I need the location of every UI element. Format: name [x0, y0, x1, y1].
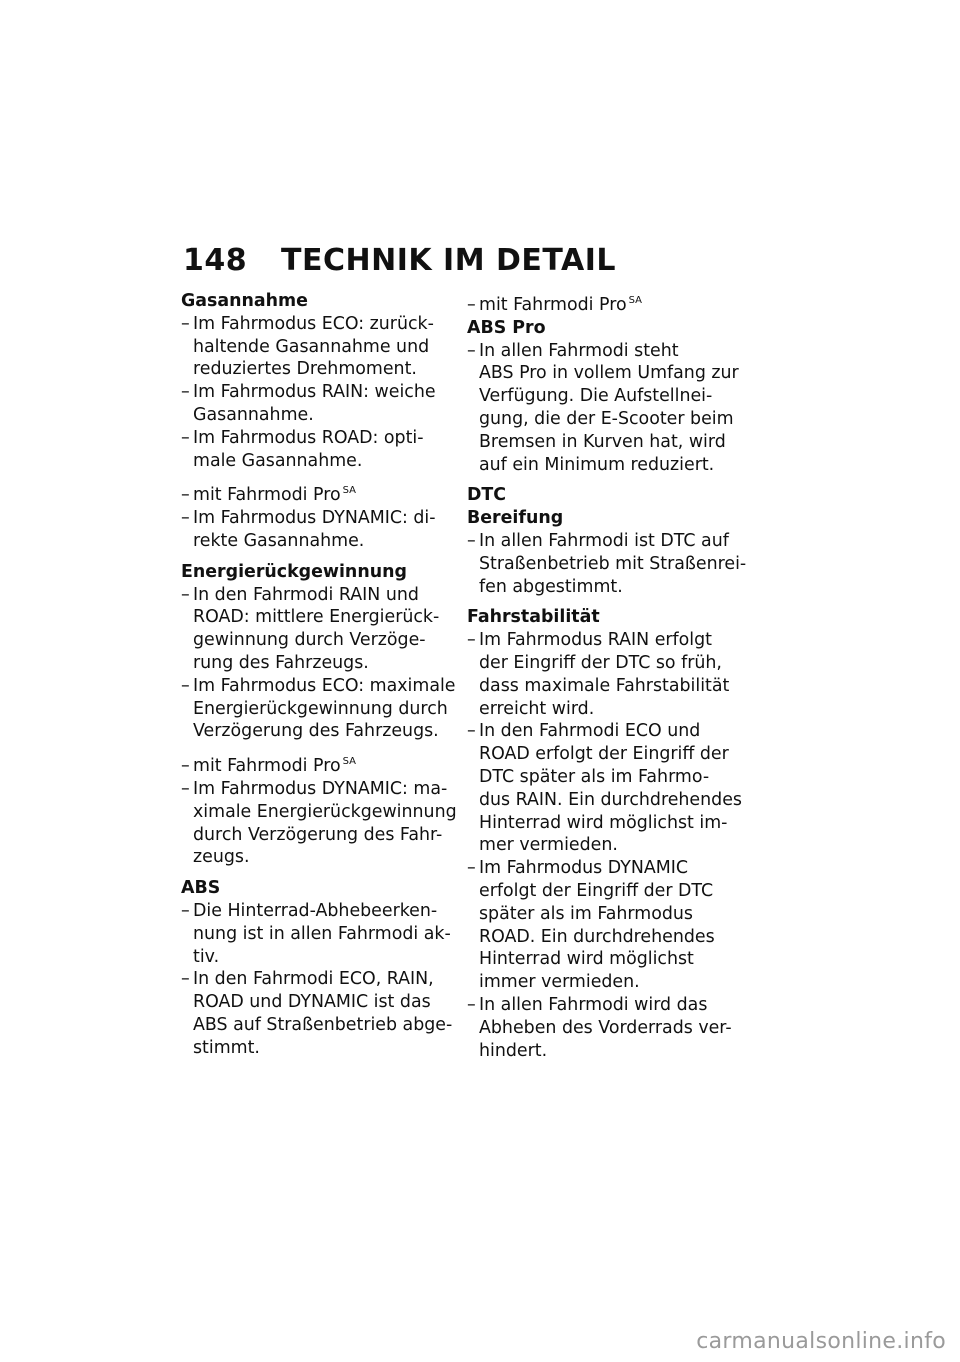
bullet-dash: –: [181, 675, 190, 696]
watermark: carmanualsonline.info: [696, 1329, 946, 1354]
subsection-heading-fahrstabilitaet: Fahrstabilität: [467, 607, 600, 628]
optional-equipment-note: – mit Fahrmodi Pro $^{SA}$: [181, 485, 356, 506]
bullet-dash: –: [467, 630, 476, 651]
left-column: [181, 290, 481, 1060]
bullet-dash: –: [181, 427, 190, 448]
bullet-dash: –: [467, 530, 476, 551]
bullet-dash: –: [181, 969, 190, 990]
bullet-dash: –: [467, 340, 476, 361]
section-heading-gasannahme: Gasannahme: [181, 291, 308, 311]
bullet-dash: –: [181, 508, 190, 529]
bullet-dash: –: [181, 382, 190, 403]
bullet-dash: –: [181, 900, 190, 921]
page-number: 148: [183, 243, 248, 278]
bullet-dash: –: [181, 584, 190, 605]
section-heading-dtc: DTC: [467, 485, 507, 506]
list-item: – Im Fahrmodus DYNAMIC: di- rekte Gasannahme.: [181, 508, 436, 551]
bullet-dash: –: [181, 778, 190, 799]
sa-marker: SA: [628, 295, 642, 306]
list-item: – In den Fahrmodi ECO, RAIN, ROAD und DYNAMIC ist das ABS auf Straßenbetrieb abge- stimmt.: [181, 969, 453, 1058]
list-item: – Im Fahrmodus ECO: zurück- haltende Gasannahme und reduziertes Drehmoment.: [181, 313, 434, 380]
bullet-dash: –: [467, 721, 476, 742]
list-item: – Im Fahrmodus ROAD: opti- male Gasannahme.: [181, 427, 424, 471]
sa-marker: SA: [342, 756, 356, 768]
right-column: [467, 290, 767, 1062]
list-item: – In allen Fahrmodi ist DTC auf Straßenbetrieb mit Straßenrei- fen abgestimmt.: [467, 530, 747, 597]
page-header: [183, 243, 616, 278]
list-item: – Im Fahrmodus DYNAMIC erfolgt der Eingriff der DTC später als im Fahrmodus ROAD. Ein durchdrehendes Hinterrad wird möglichst immer vermieden.: [467, 858, 715, 993]
page-title: TECHNIK IM DETAIL: [281, 243, 617, 278]
list-item: – Im Fahrmodus ECO: maximale Energierückgewinnung durch Verzögerung des Fahrzeugs.: [181, 675, 456, 742]
sa-marker: SA: [342, 485, 356, 497]
optional-equipment-note: – mit Fahrmodi Pro $^{SA}$: [467, 295, 642, 315]
list-item: – Im Fahrmodus DYNAMIC: ma- ximale Energierückgewinnung durch Verzögerung des Fahr- zeugs.: [181, 778, 457, 868]
bullet-dash: –: [181, 313, 190, 334]
bullet-dash: –: [467, 858, 476, 879]
bullet-dash: –: [181, 756, 190, 777]
bullet-dash: –: [467, 994, 476, 1015]
section-heading-abs: ABS: [181, 878, 221, 899]
list-item: – In den Fahrmodi RAIN und ROAD: mittlere Energierück- gewinnung durch Verzöge- rung des Fahrzeugs.: [181, 584, 440, 673]
bullet-dash: –: [181, 485, 190, 506]
list-item: – In allen Fahrmodi steht ABS Pro in vollem Umfang zur Verfügung. Die Aufstellnei- gung, die der E-Scooter beim Bremsen in Kurven hat, wird auf ein Minimum reduziert.: [467, 340, 739, 475]
optional-equipment-note: – mit Fahrmodi Pro $^{SA}$: [181, 756, 356, 777]
subsection-heading-bereifung: Bereifung: [467, 508, 564, 529]
list-item: – In den Fahrmodi ECO und ROAD erfolgt der Eingriff der DTC später als im Fahrmo- dus RAIN. Ein durchdrehendes Hinterrad wird möglichst im- mer vermieden.: [467, 721, 742, 856]
section-heading-abs-pro: ABS Pro: [467, 317, 546, 338]
bullet-dash: –: [467, 295, 476, 315]
list-item: – Die Hinterrad-Abhebeerken- nung ist in allen Fahrmodi ak- tiv.: [181, 900, 451, 967]
list-item: – Im Fahrmodus RAIN erfolgt der Eingriff der DTC so früh, dass maximale Fahrstabilität erreicht wird.: [467, 630, 730, 719]
list-item: – Im Fahrmodus RAIN: weiche Gasannahme.: [181, 382, 436, 425]
list-item: – In allen Fahrmodi wird das Abheben des Vorderrads ver- hindert.: [467, 994, 732, 1061]
section-heading-energierueckgewinnung: Energierückgewinnung: [181, 561, 407, 582]
